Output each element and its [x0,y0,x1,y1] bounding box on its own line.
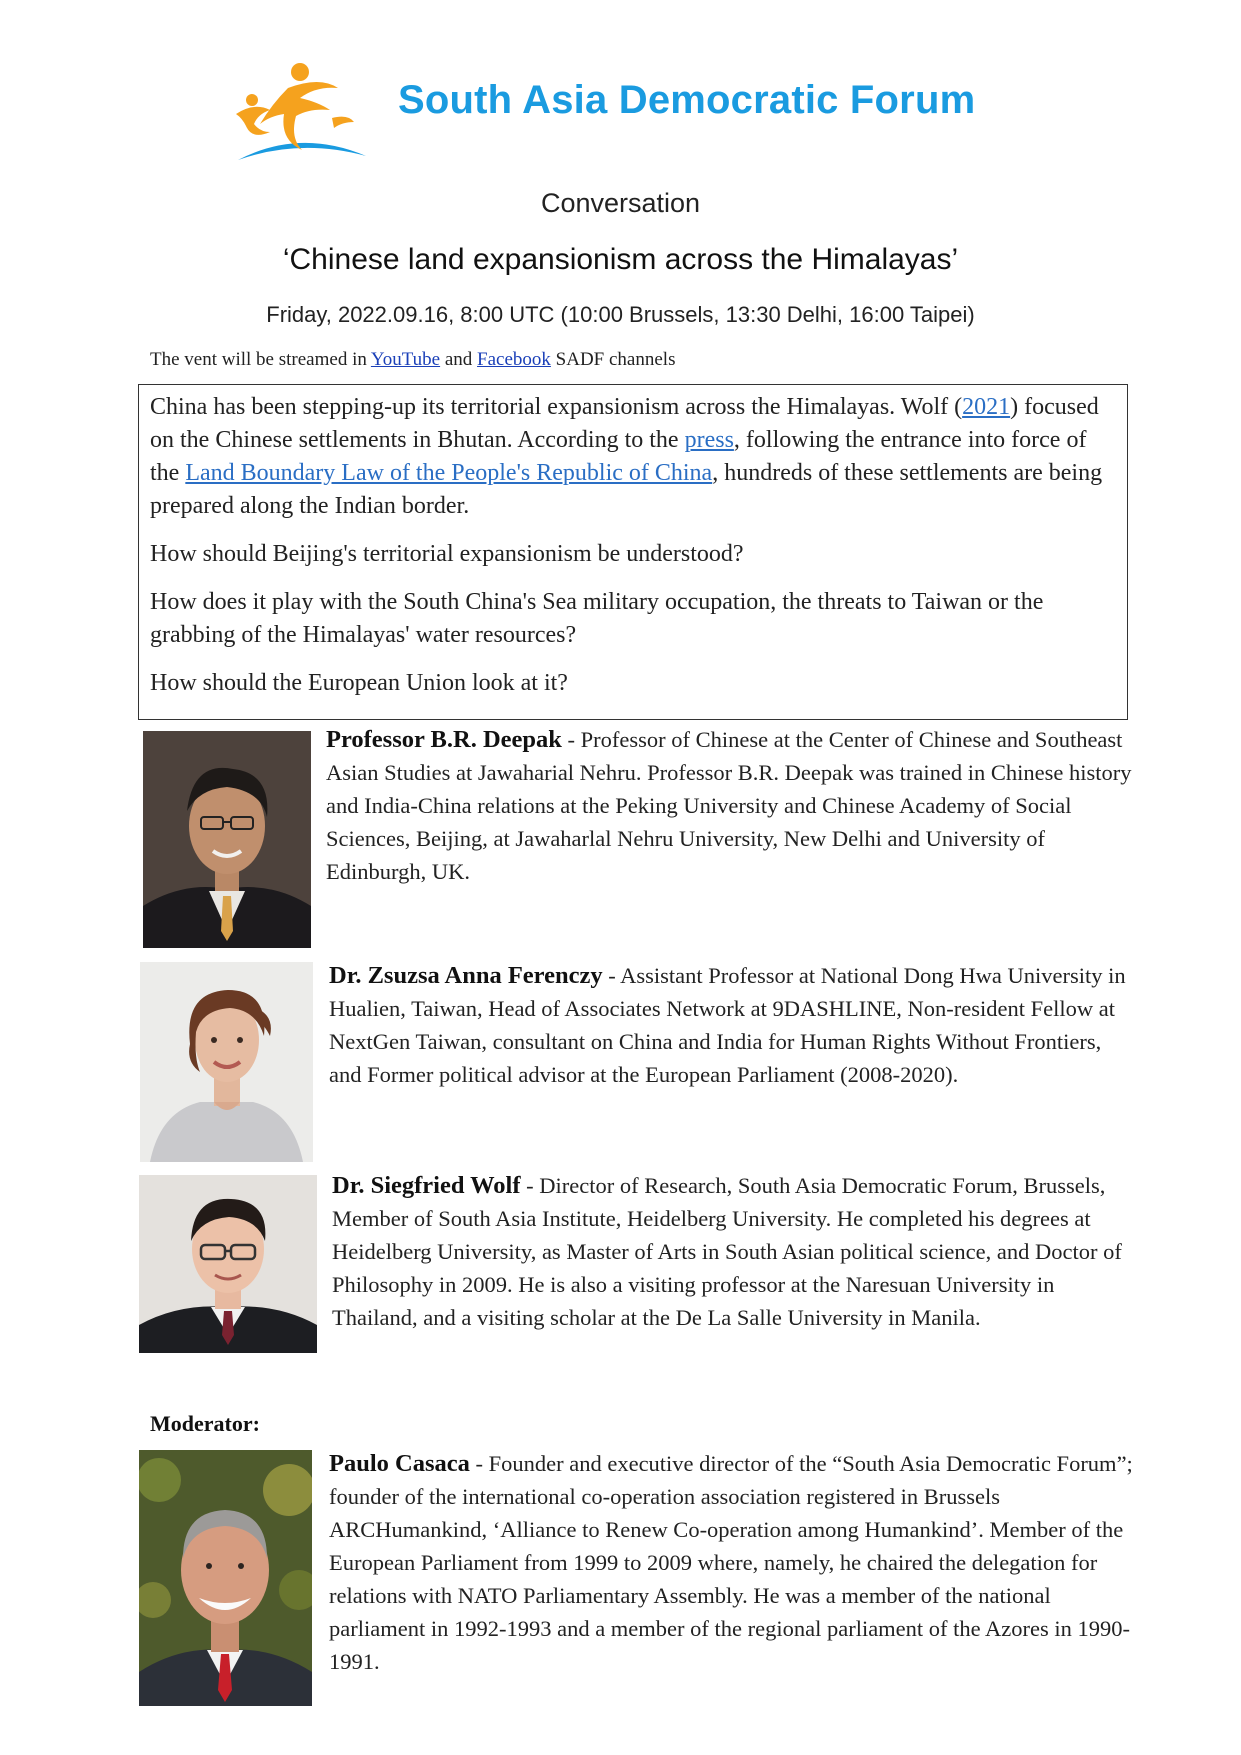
speaker-card-deepak [326,723,1134,888]
moderator-label: Moderator: [150,1411,260,1436]
press-link[interactable]: press [684,427,734,453]
facebook-link[interactable]: Facebook [477,349,551,370]
intro-text-b: ) focused on the Chinese settlements in Bhutan. According to the [150,394,1099,453]
stream-and: and [440,349,478,370]
youtube-link[interactable]: YouTube [370,349,441,370]
speaker-photo-deepak [143,731,311,948]
land-boundary-law-link[interactable]: Land Boundary Law of the People's Republic of China [185,460,713,486]
intro-text-d: , hundreds of these settlements are being prepared along the Indian border. [150,460,1103,519]
intro-paragraph [150,391,1117,523]
stream-line [150,349,675,371]
stream-suffix: SADF channels [550,349,676,370]
event-type: Conversation [540,188,701,218]
moderator-photo-casaca [139,1450,312,1706]
speaker-bio: - Assistant Professor at National Dong Hwa University in Hualien, Taiwan, Head of Associates Network at 9DASHLINE, Non-resident Fellow at NextGen Taiwan, consultant on China and India for Human Rights Without Frontiers, and Former political advisor at the European Parliament (2008-2020). [329,963,1126,1087]
event-title: ‘Chinese land expansionism across the Himalayas’ [282,243,959,276]
speaker-name: Dr. Siegfried Wolf [332,1172,521,1199]
speaker-card-ferenczy [329,959,1137,1091]
sadf-logo-icon [230,58,370,168]
event-date: Friday, 2022.09.16, 8:00 UTC (10:00 Brussels, 13:30 Delhi, 16:00 Taipei) [266,302,975,327]
speaker-name: Professor B.R. Deepak [326,726,562,753]
moderator-card-casaca [329,1447,1135,1678]
stream-prefix: The vent will be streamed in [150,349,371,370]
question-2: How does it play with the South China's Sea military occupation, the threats to Taiwan or the grabbing of the Himalayas' water resources? [150,589,1044,648]
speaker-name: Dr. Zsuzsa Anna Ferenczy [329,962,603,989]
speaker-card-wolf [332,1169,1138,1334]
moderator-bio: - Founder and executive director of the “South Asia Democratic Forum”; founder of the international co-operation association registered in Brussels ARCHumankind, ‘Alliance to Renew Co-operation among Humankind’. Member of the European Parliament from 1999 to 2009 where, namely, he chaired the delegation for relations with NATO Parliamentary Assembly. He was a member of the national parliament in 1992-1993 and a member of the regional parliament of the Azores in 1990-1991. [329,1451,1133,1674]
wolf-2021-link[interactable]: 2021 [962,394,1011,420]
intro-box [138,384,1128,720]
speaker-photo-ferenczy [140,962,313,1162]
question-1: How should Beijing's territorial expansionism be understood? [150,541,744,567]
intro-text-a: China has been stepping-up its territorial expansionism across the Himalayas. Wolf ( [150,394,963,420]
moderator-name: Paulo Casaca [329,1450,470,1477]
speaker-bio: - Director of Research, South Asia Democratic Forum, Brussels, Member of South Asia Institute, Heidelberg University. He completed his degrees at Heidelberg University, as Master of Arts in South Asian political science, and Doctor of Philosophy in 2009. He is also a visiting professor at the Naresuan University in Thailand, and a visiting scholar at the De La Salle University in Manila. [332,1173,1122,1330]
intro-text-c: , following the entrance into force of the [150,427,1087,486]
question-3: How should the European Union look at it? [150,670,568,696]
speaker-bio: - Professor of Chinese at the Center of Chinese and Southeast Asian Studies at Jawaharial Nehru. Professor B.R. Deepak was trained in Chinese history and India-China relations at the Peking University and Chinese Academy of Social Sciences, Beijing, at Jawaharlal Nehru University, New Delhi and University of Edinburgh, UK. [326,727,1132,884]
speaker-photo-wolf [139,1175,317,1353]
org-name: South Asia Democratic Forum [398,78,976,122]
